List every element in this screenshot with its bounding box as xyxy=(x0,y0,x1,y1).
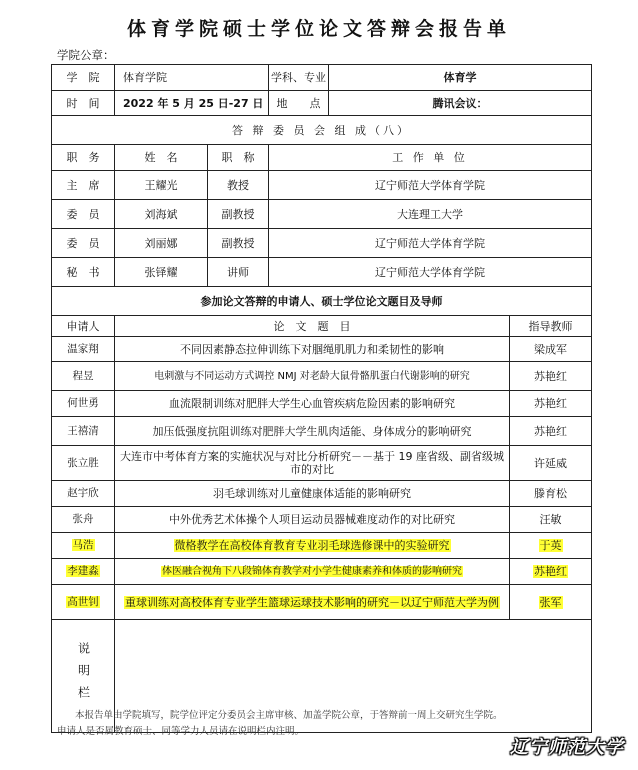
applicant-row xyxy=(52,362,592,391)
applicant-name: 马浩 xyxy=(72,539,94,551)
applicant-name: 高世钊 xyxy=(67,595,99,608)
applicant-name: 王禧清 xyxy=(52,417,115,446)
info-row-time xyxy=(52,91,592,116)
applicant-advisor: 许延威 xyxy=(510,446,592,481)
committee-row xyxy=(52,229,592,258)
applicant-name: 张立胜 xyxy=(52,446,115,481)
applicant-name: 张舟 xyxy=(52,507,115,533)
member-name: 王耀光 xyxy=(115,171,208,200)
applicants-header-topic: 论 文 题 目 xyxy=(115,316,510,337)
applicant-name: 何世勇 xyxy=(52,391,115,417)
applicant-row xyxy=(52,507,592,533)
applicant-row xyxy=(52,337,592,362)
applicant-row xyxy=(52,481,592,507)
member-title: 副教授 xyxy=(208,229,269,258)
applicants-header-advisor: 指导教师 xyxy=(510,316,592,337)
applicant-advisor: 于英 xyxy=(539,539,562,552)
page-title: 体育学院硕士学位论文答辩会报告单 xyxy=(126,18,511,40)
applicant-advisor: 苏艳红 xyxy=(510,417,592,446)
committee-header-row xyxy=(52,145,592,171)
applicant-topic: 电刺激与不同运动方式调控 NMJ 对老龄大鼠骨骼肌蛋白代谢影响的研究 xyxy=(115,362,510,391)
member-name: 刘海斌 xyxy=(115,200,208,229)
applicant-advisor: 张军 xyxy=(539,595,562,609)
member-unit: 辽宁师范大学体育学院 xyxy=(269,229,592,258)
committee-section-row xyxy=(52,116,592,145)
applicant-advisor: 滕育松 xyxy=(510,481,592,507)
footer-line-1: 本报告单由学院填写，院学位评定分委员会主席审核、加盖学院公章，于答辩前一周上交研究生学院。 xyxy=(75,710,503,721)
applicant-advisor: 汪敏 xyxy=(510,507,592,533)
committee-header-name: 姓 名 xyxy=(115,145,208,171)
applicant-row-highlighted xyxy=(52,585,592,620)
applicant-advisor: 苏艳红 xyxy=(510,362,592,391)
time-label: 时 间 xyxy=(52,91,115,116)
time-value: 2022 年 5 月 25 日-27 日 xyxy=(115,91,269,116)
applicant-topic: 微格教学在高校体育教育专业羽毛球选修课中的实验研究 xyxy=(174,539,450,552)
applicants-header-name: 申请人 xyxy=(52,316,115,337)
applicant-topic: 中外优秀艺术体操个人项目运动员器械难度动作的对比研究 xyxy=(115,507,510,533)
college-label: 学 院 xyxy=(52,65,115,91)
member-name: 刘丽娜 xyxy=(115,229,208,258)
committee-header-role: 职 务 xyxy=(52,145,115,171)
member-title: 教授 xyxy=(208,171,269,200)
place-label: 地 点 xyxy=(269,91,329,116)
applicants-section-row xyxy=(52,287,592,316)
notes-label: 说明栏 xyxy=(76,641,91,708)
footer-line-2: 申请人是否属教育硕士、同等学力人员请在说明栏内注明。 xyxy=(57,726,305,737)
member-role: 秘 书 xyxy=(52,258,115,287)
applicant-row-highlighted xyxy=(52,559,592,585)
member-role: 委 员 xyxy=(52,200,115,229)
applicant-advisor: 苏艳红 xyxy=(510,391,592,417)
applicant-row xyxy=(52,391,592,417)
applicant-topic: 重球训练对高校体育专业学生篮球运球技术影响的研究－以辽宁师范大学为例 xyxy=(125,595,499,609)
applicant-topic: 加压低强度抗阻训练对肥胖大学生肌肉适能、身体成分的影响研究 xyxy=(115,417,510,446)
college-value: 体育学院 xyxy=(115,65,269,91)
seal-label: 学院公章： xyxy=(57,48,115,62)
applicant-advisor: 苏艳红 xyxy=(534,565,567,578)
applicant-advisor: 梁成军 xyxy=(510,337,592,362)
committee-row xyxy=(52,200,592,229)
member-title: 副教授 xyxy=(208,200,269,229)
applicant-name: 赵宇欣 xyxy=(52,481,115,507)
applicant-topic: 血流限制训练对肥胖大学生心血管疾病危险因素的影响研究 xyxy=(115,391,510,417)
member-name: 张铎耀 xyxy=(115,258,208,287)
committee-header-title: 职 称 xyxy=(208,145,269,171)
applicant-topic: 大连市中考体育方案的实施状况与对比分析研究－－基于 19 座省级、副省级城市的对比 xyxy=(115,446,510,481)
applicant-row xyxy=(52,417,592,446)
committee-row xyxy=(52,171,592,200)
applicants-header-row xyxy=(52,316,592,337)
applicant-topic: 羽毛球训练对儿童健康体适能的影响研究 xyxy=(115,481,510,507)
applicant-row xyxy=(52,446,592,481)
applicant-topic: 不同因素静态拉伸训练下对腘绳肌肌力和柔韧性的影响 xyxy=(115,337,510,362)
member-role: 委 员 xyxy=(52,229,115,258)
info-row-college xyxy=(52,65,592,91)
discipline-value: 体育学 xyxy=(329,65,592,91)
member-role: 主 席 xyxy=(52,171,115,200)
committee-section-title: 答 辩 委 员 会 组 成（八） xyxy=(52,116,592,145)
applicants-section-title: 参加论文答辩的申请人、硕士学位论文题目及导师 xyxy=(52,287,592,316)
place-value: 腾讯会议： xyxy=(329,91,592,116)
member-title: 讲师 xyxy=(208,258,269,287)
watermark: 辽宁师范大学 xyxy=(510,737,624,758)
applicant-row-highlighted xyxy=(52,533,592,559)
committee-header-unit: 工 作 单 位 xyxy=(269,145,592,171)
member-unit: 辽宁师范大学体育学院 xyxy=(269,171,592,200)
report-table xyxy=(51,64,592,733)
discipline-label: 学科、专业 xyxy=(269,65,329,91)
applicant-name: 李建淼 xyxy=(67,565,99,577)
applicant-name: 程昱 xyxy=(52,362,115,391)
member-unit: 辽宁师范大学体育学院 xyxy=(269,258,592,287)
applicant-topic: 体医融合视角下八段锦体育教学对小学生健康素养和体质的影响研究 xyxy=(162,566,462,577)
applicant-name: 温家翔 xyxy=(52,337,115,362)
committee-row xyxy=(52,258,592,287)
member-unit: 大连理工大学 xyxy=(269,200,592,229)
